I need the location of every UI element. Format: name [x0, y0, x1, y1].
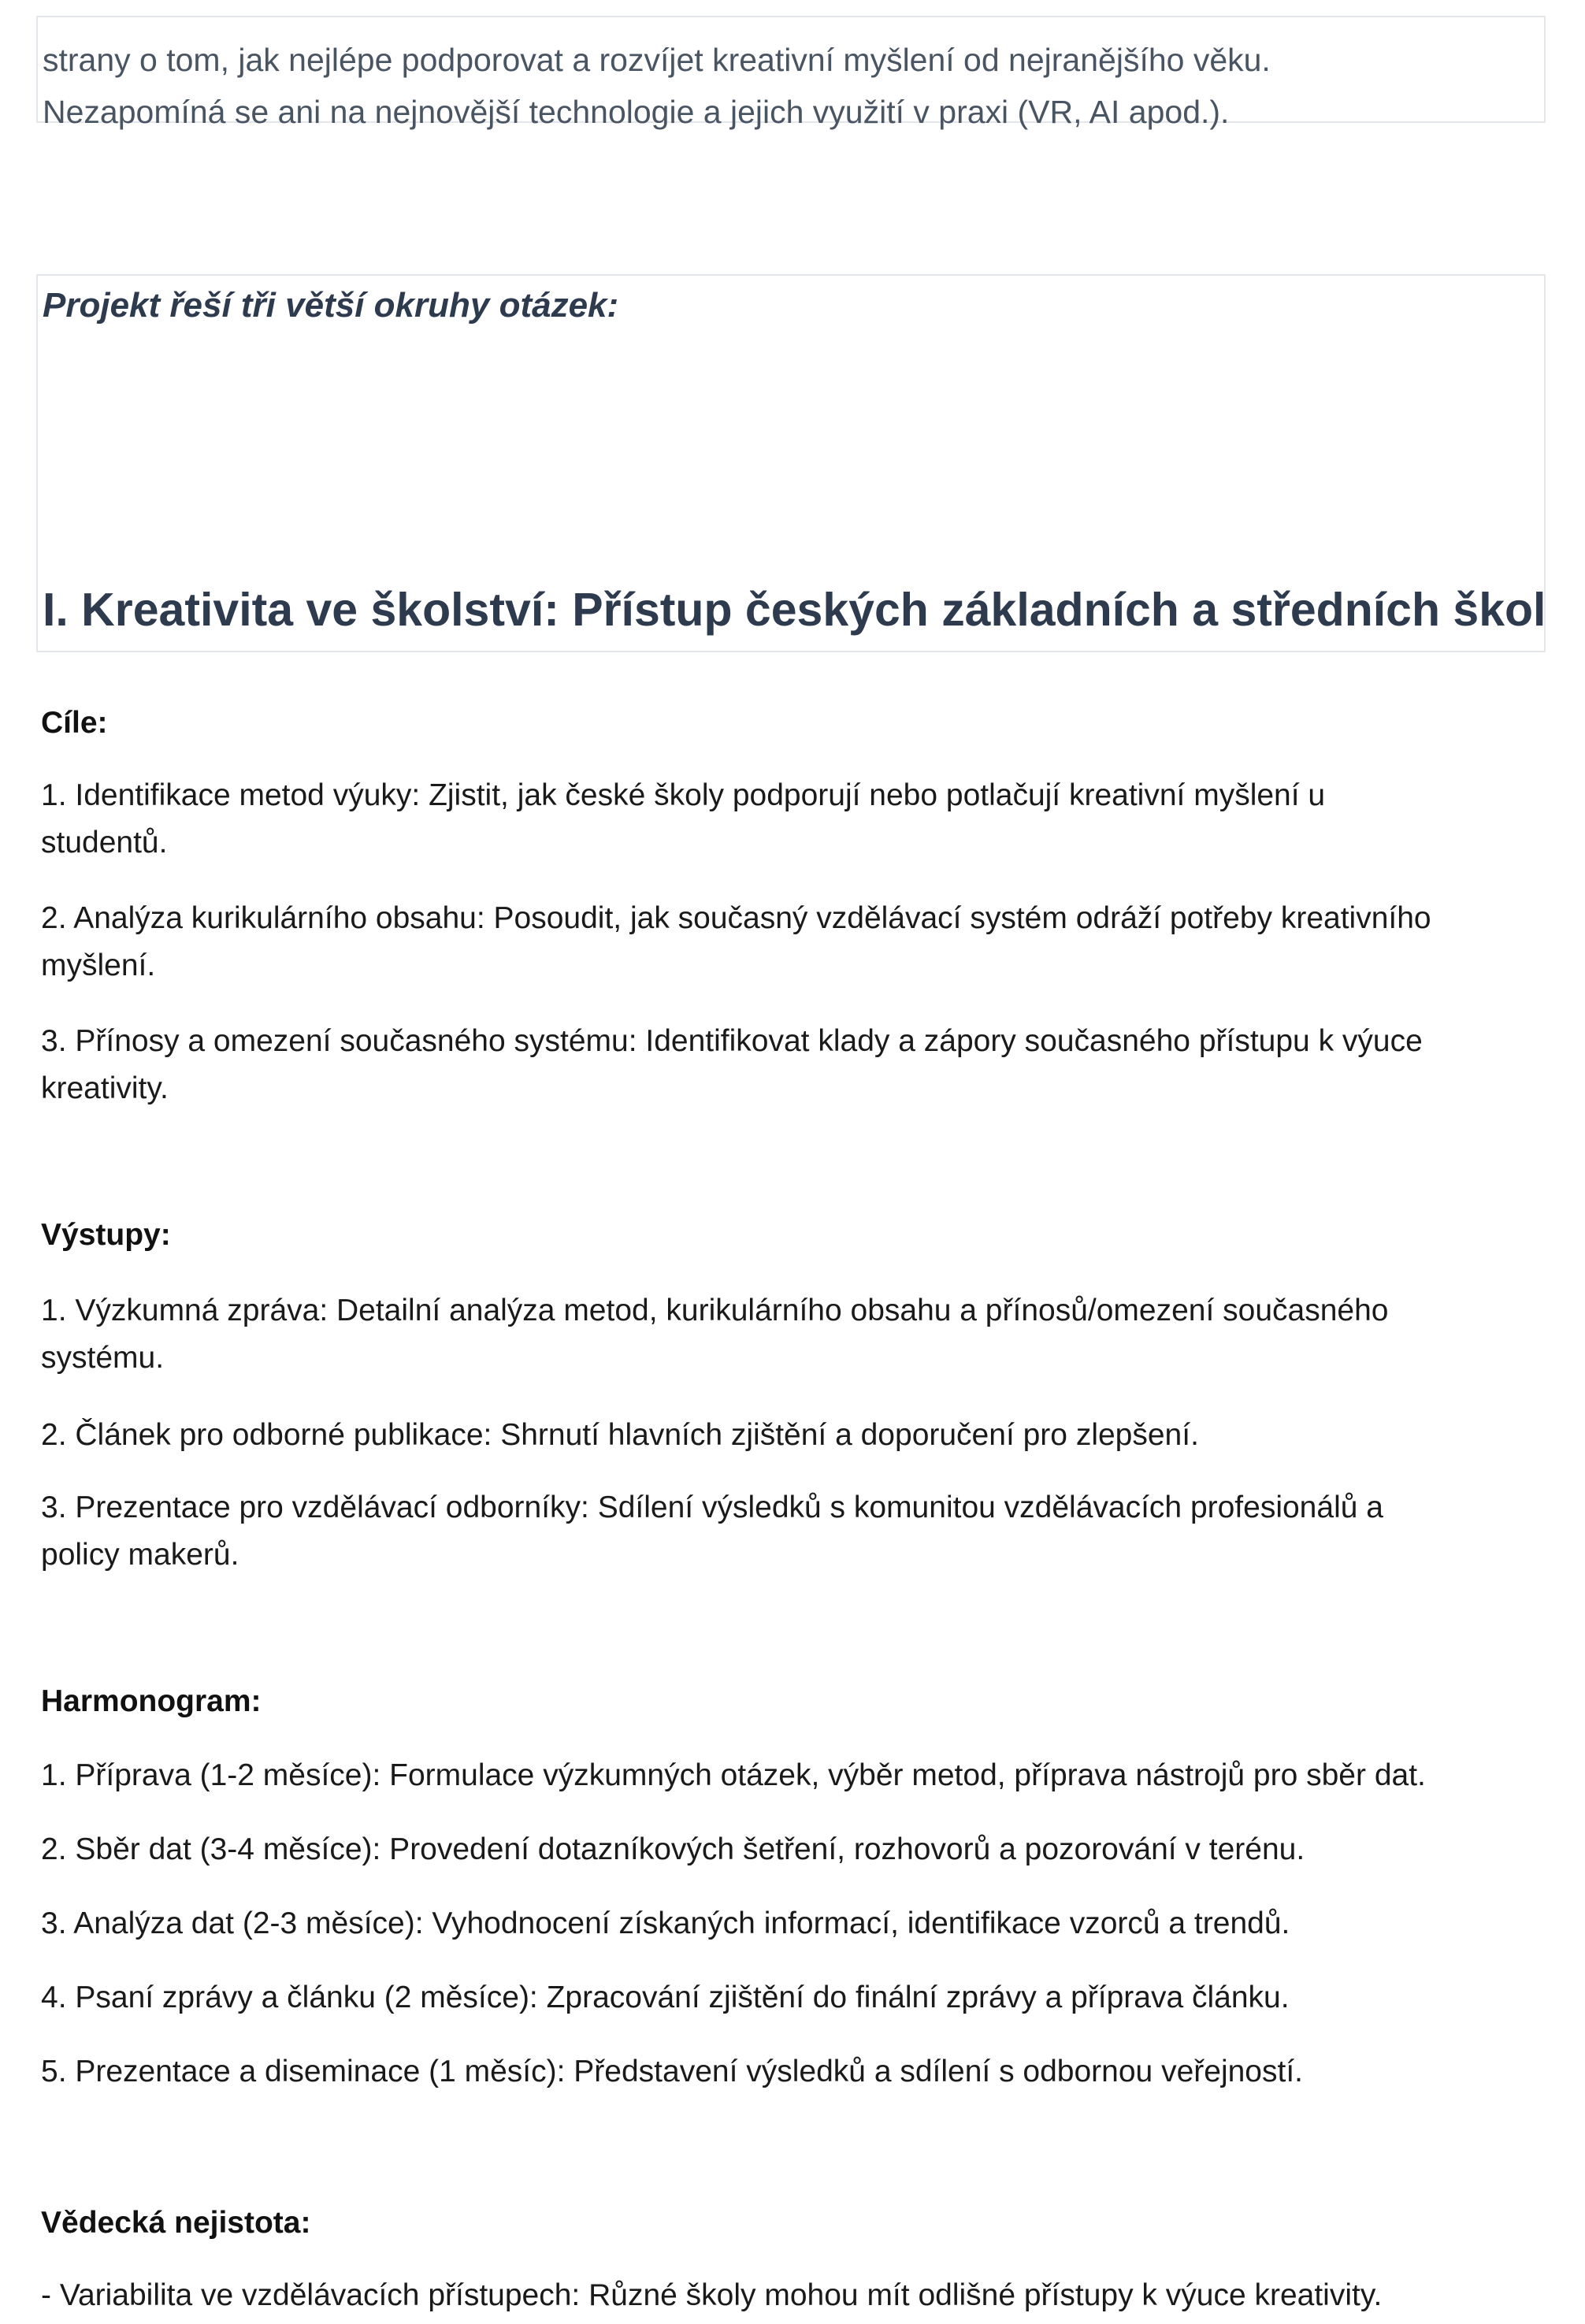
- goal-item-line: 2. Analýza kurikulárního obsahu: Posoudit, jak současný vzdělávací systém odráží potřeby kreativního: [41, 901, 1431, 935]
- output-item-line: policy makerů.: [41, 1538, 239, 1572]
- uncertainty-heading: Vědecká nejistota:: [41, 2206, 311, 2240]
- goal-item-line: myšlení.: [41, 949, 156, 982]
- goals-heading: Cíle:: [41, 706, 108, 740]
- goal-item: [41, 772, 1538, 867]
- schedule-item: 4. Psaní zprávy a článku (2 měsíce): Zpracování zjištění do finální zprávy a příprava článku.: [41, 1981, 1290, 2014]
- schedule-item: 1. Příprava (1-2 měsíce): Formulace výzkumných otázek, výběr metod, příprava nástrojů pro sběr dat.: [41, 1758, 1426, 1792]
- schedule-item: 2. Sběr dat (3-4 měsíce): Provedení dotazníkových šetření, rozhovorů a pozorování v terénu.: [41, 1832, 1305, 1866]
- goal-item-line: 1. Identifikace metod výuky: Zjistit, jak české školy podporují nebo potlačují kreativní myšlení u: [41, 778, 1326, 812]
- output-item-line: 1. Výzkumná zpráva: Detailní analýza metod, kurikulárního obsahu a přínosů/omezení současného: [41, 1294, 1389, 1327]
- schedule-heading: Harmonogram:: [41, 1684, 262, 1718]
- goal-item-line: 3. Přínosy a omezení současného systému: Identifikovat klady a zápory současného přístupu k výuce: [41, 1024, 1423, 1058]
- goal-item-line: kreativity.: [41, 1071, 169, 1105]
- schedule-item: 5. Prezentace a diseminace (1 měsíc): Představení výsledků a sdílení s odbornou veřejností.: [41, 2055, 1303, 2088]
- goal-item-line: studentů.: [41, 826, 168, 859]
- output-item-line: 3. Prezentace pro vzdělávací odborníky: Sdílení výsledků s komunitou vzdělávacích profesionálů a: [41, 1491, 1383, 1524]
- output-item: [41, 1287, 1538, 1382]
- schedule-item: 3. Analýza dat (2-3 měsíce): Vyhodnocení získaných informací, identifikace vzorců a trendů.: [41, 1906, 1290, 1940]
- goal-item: [41, 895, 1538, 989]
- output-item-line: 2. Článek pro odborné publikace: Shrnutí hlavních zjištění a doporučení pro zlepšení.: [41, 1418, 1199, 1452]
- questions-block: [36, 274, 1546, 652]
- output-item: [41, 1484, 1538, 1579]
- section-title: I. Kreativita ve školství: Přístup českých základních a středních škol: [43, 584, 1546, 636]
- goal-item: [41, 1018, 1538, 1112]
- output-item-line: systému.: [41, 1341, 165, 1375]
- outputs-heading: Výstupy:: [41, 1218, 171, 1252]
- uncertainty-item: - Variabilita ve vzdělávacích přístupech: Různé školy mohou mít odlišné přístupy k výuce kreativity.: [41, 2278, 1383, 2312]
- questions-heading: Projekt řeší tři větší okruhy otázek:: [43, 286, 619, 325]
- intro-line: strany o tom, jak nejlépe podporovat a rozvíjet kreativní myšlení od nejranějšího věku.: [43, 42, 1271, 78]
- intro-line: Nezapomíná se ani na nejnovější technologie a jejich využití v praxi (VR, AI apod.).: [43, 94, 1230, 130]
- output-item: [41, 1412, 1538, 1459]
- intro-text-block: [36, 16, 1546, 130]
